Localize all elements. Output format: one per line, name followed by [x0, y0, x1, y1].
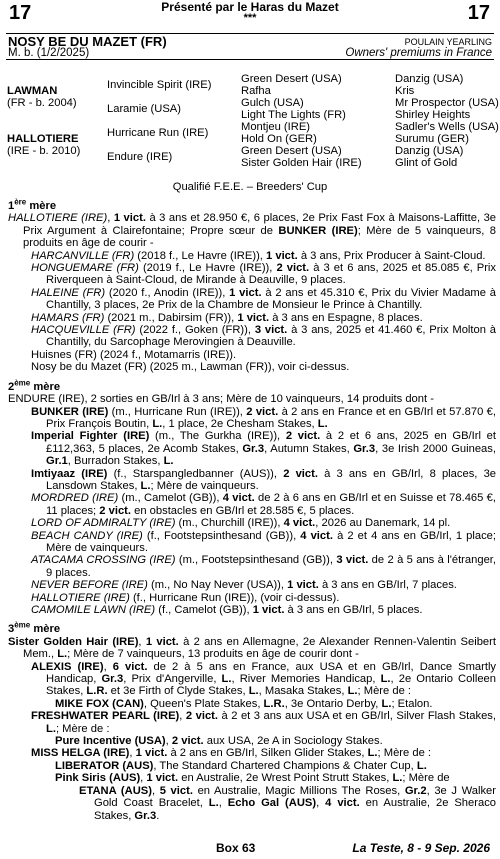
horse-name: NOSY BE DU MAZET (FR): [8, 34, 167, 49]
produce-item: Pure Incentive (USA), 2 vict. aux USA, 2e A in Sociology Stakes.: [55, 735, 383, 748]
produce-item: Nosy be du Mazet (FR) (2025 m., Lawman (FR)), voir ci-dessus.: [31, 361, 350, 374]
horse-title-box: [6, 33, 494, 60]
ped-gen2-3: Hurricane Run (IRE): [107, 127, 209, 139]
event-info: La Teste, 8 - 9 Sep. 2026: [352, 841, 490, 855]
horse-premiums: Owners' premiums in France: [345, 47, 492, 59]
produce-item: Pink Siris (AUS), 1 vict. en Australie, 2e Wrest Point Strutt Stakes, L.; Mère de: [55, 772, 450, 785]
dam-paragraph: HALLOTIERE (IRE), 1 vict. à 3 ans et 28.950 €, 6 places, 2e Prix Fast Fox à Maisons-Laffitte, 3e Prix Argument à Clairefontaine; Propre sœur de BUNKER (IRE); Mère de 5 vainqueurs, 8 produits en âge de courir -: [8, 212, 497, 250]
ped-gen3-6: Hold On (GER): [241, 133, 317, 145]
qualification-line: Qualifié F.E.E. – Breeders' Cup: [172, 181, 328, 193]
ped-gen2-4: Endure (IRE): [107, 151, 173, 163]
presenter-heading: [0, 1, 500, 23]
produce-item: NEVER BEFORE (IRE) (m., No Nay Never (USA)), 1 vict. à 3 ans en GB/Irl, 7 places.: [31, 579, 457, 592]
ped-gen3-1: Green Desert (USA): [241, 73, 342, 85]
ped-gen4-6: Surumu (GER): [395, 133, 469, 145]
produce-item: HACQUEVILLE (FR) (2022 f., Goken (FR)), 3 vict. à 3 ans, 2025 et 41.460 €, Prix Molton à Chantilly, du Sarcophage Merovingien à Deauville.: [31, 324, 497, 349]
ped-gen4-8: Glint of Gold: [395, 157, 458, 169]
produce-item: Huisnes (FR) (2024 f., Motamarris (IRE)).: [31, 348, 237, 361]
produce-item: HARCANVILLE (FR) (2018 f., Le Havre (IRE)), 1 vict. à 3 ans, Prix Producer à Saint-Cloud.: [31, 249, 486, 262]
produce-item: HONGUEMARE (FR) (2019 f., Le Havre (IRE)), 2 vict. à 3 et 6 ans, 2025 et 85.085 €, Prix Riverqueen à Saint-Cloud, de Mirande à Deauville, 9 places.: [31, 262, 497, 287]
dam-paragraph: Sister Golden Hair (IRE), 1 vict. à 2 ans en Allemagne, 2e Alexander Rennen-Valentin Seibert Mem., L.; Mère de 7 vainqueurs, 13 produits en âge de courir dont -: [8, 635, 496, 661]
ped-gen2-2: Laramie (USA): [107, 103, 181, 115]
produce-item: ETANA (AUS), 5 vict. en Australie, Magic Millions The Roses, Gr.2, 3e J Walker Gold Coast Bracelet, L., Echo Gal (AUS), 4 vict. en Australie, 2e Sheraco Stakes, Gr.3.: [79, 784, 497, 822]
presenter-text: Présenté par le Haras du Mazet: [161, 0, 339, 14]
ped-gen2-1: Invincible Spirit (IRE): [107, 79, 212, 91]
ped-gen3-8: Sister Golden Hair (IRE): [241, 157, 362, 169]
section-first-dam: 1ère mère: [8, 197, 57, 212]
ped-gen3-3: Gulch (USA): [241, 97, 304, 109]
produce-item: MIKE FOX (CAN), Queen's Plate Stakes, L.R., 3e Ontario Derby, L.; Etalon.: [55, 697, 433, 710]
dam-name: HALLOTIERE: [7, 133, 79, 145]
produce-item: LIBERATOR (AUS), The Standard Chartered Champions & Chater Cup, L.: [55, 759, 427, 772]
produce-item: FRESHWATER PEARL (IRE), 2 vict. à 2 et 3 ans aux USA et en GB/Irl, Silver Flash Stakes, L.; Mère de :: [31, 710, 497, 735]
produce-item: HALEINE (FR) (2020 f., Anodin (IRE)), 1 vict. à 2 ans et 45.310 €, Prix du Vivier Madame à Chantilly, 3 places, 2e Prix de la Chambre de Monsieur le Prince à Chantilly.: [31, 286, 496, 312]
dam-info: (IRE - b. 2010): [7, 145, 81, 157]
produce-item: LORD OF ADMIRALTY (IRE) (m., Churchill (IRE)), 4 vict., 2026 au Danemark, 14 pl.: [31, 517, 451, 530]
stars-decoration: ***: [243, 12, 257, 24]
dam-paragraph: ENDURE (IRE), 2 sorties en GB/Irl à 3 ans; Mère de 10 vainqueurs, 14 produits dont -: [8, 393, 434, 406]
lot-number-left: 17: [9, 2, 32, 24]
produce-item: HALLOTIERE (IRE) (f., Hurricane Run (IRE)), (voir ci-dessus).: [31, 591, 340, 604]
horse-info: M. b. (1/2/2025): [8, 47, 90, 59]
horse-category: POULAIN YEARLING: [404, 37, 492, 47]
ped-gen4-2: Kris: [395, 85, 415, 97]
sire-name: LAWMAN: [7, 85, 58, 97]
ped-gen4-4: Shirley Heights: [395, 109, 471, 121]
ped-gen3-5: Montjeu (IRE): [241, 121, 311, 133]
box-number: Box 63: [216, 841, 256, 855]
lot-number-right: 17: [467, 2, 490, 24]
section-second-dam: 2ème mère: [8, 377, 61, 393]
produce-item: MISS HELGA (IRE), 1 vict. à 2 ans en GB/Irl, Silken Glider Stakes, L.; Mère de :: [31, 747, 432, 760]
produce-item: MORDRED (IRE) (m., Camelot (GB)), 4 vict. de 2 à 6 ans en GB/Irl et en Suisse et 78.465 €, 11 places; 2 vict. en obstacles en GB/Irl et 28.585 €, 5 places.: [31, 492, 497, 517]
ped-gen3-2: Rafha: [241, 85, 271, 97]
produce-item: HAMARS (FR) (2021 m., Dabirsim (FR)), 1 vict. à 3 ans en Espagne, 8 places.: [31, 311, 423, 324]
section-third-dam: 3ème mère: [8, 620, 61, 636]
ped-gen4-5: Sadler's Wells (USA): [395, 121, 499, 133]
ped-gen4-7: Danzig (USA): [395, 145, 464, 157]
produce-item: Imperial Fighter (IRE) (m., The Gurkha (IRE)), 2 vict. à 2 et 6 ans, 2025 en GB/Irl et £112,363, 5 places, 2e Acomb Stakes, Gr.3, Autumn Stakes, Gr.3, 3e Irish 2000 Guineas, Gr.1, Burradon Stakes, L.: [31, 430, 497, 468]
ped-gen4-3: Mr Prospector (USA): [395, 97, 499, 109]
ped-gen3-4: Light The Lights (FR): [241, 109, 346, 121]
ped-gen4-1: Danzig (USA): [395, 73, 464, 85]
produce-item: BUNKER (IRE) (m., Hurricane Run (IRE)), 2 vict. à 2 ans en France et en GB/Irl et 57.870 €, Prix François Boutin, L., 1 place, 2e Chesham Stakes, L.: [31, 405, 496, 430]
produce-item: Imtiyaaz (IRE) (f., Starspangledbanner (AUS)), 2 vict. à 3 ans en GB/Irl, 8 places, 3e Lansdown Stakes, L.; Mère de vainqueurs.: [31, 467, 497, 492]
produce-item: ATACAMA CROSSING (IRE) (m., Footstepsinthesand (GB)), 3 vict. de 2 à 5 ans à l'étranger, 9 places.: [31, 554, 497, 579]
ped-gen3-7: Green Desert (USA): [241, 145, 342, 157]
produce-item: ALEXIS (IRE), 6 vict. de 2 à 5 ans en France, aux USA et en GB/Irl, Dance Smartly Handicap, Gr.3, Prix d'Angerville, L., River Memories Handicap, L., 2e Ontario Colleen Stakes, L.R. et 3e Firth of Clyde Stakes, L., Masaka Stakes, L.; Mère de :: [31, 660, 497, 698]
produce-item: BEACH CANDY (IRE) (f., Footstepsinthesand (GB)), 4 vict. à 2 et 4 ans en GB/Irl, 1 place; Mère de vainqueurs.: [31, 529, 497, 554]
sire-info: (FR - b. 2004): [7, 97, 77, 109]
family-notes: [8, 194, 496, 822]
produce-item: CAMOMILE LAWN (IRE) (f., Camelot (GB)), 1 vict. à 3 ans en GB/Irl, 5 places.: [31, 604, 423, 616]
